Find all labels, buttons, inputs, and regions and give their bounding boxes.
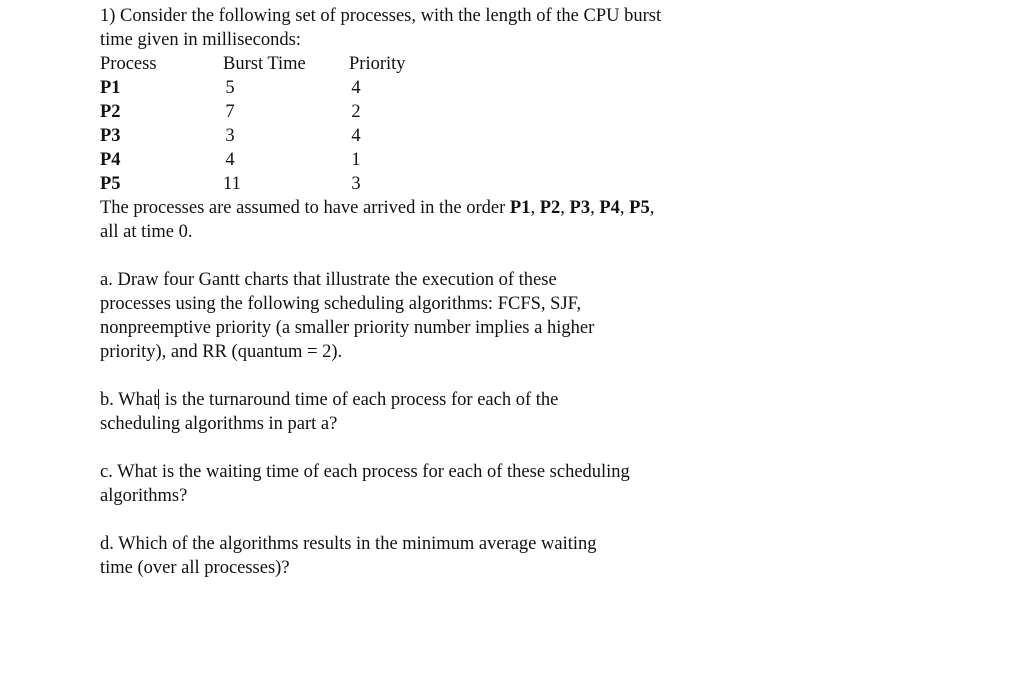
table-header-row (100, 52, 800, 76)
table-row (100, 124, 800, 148)
burst-time-value (223, 76, 349, 100)
arrival-line-2: all at time 0. (100, 222, 193, 242)
arrival-p1: P1 (509, 198, 531, 218)
part-b (100, 388, 800, 436)
arrival-p5: P5 (629, 198, 650, 218)
arrival-p4: P4 (599, 198, 620, 218)
burst-time-text: 4 (225, 150, 235, 170)
table-row (100, 148, 800, 172)
part-a-line: priority), and RR (quantum = 2). (100, 342, 343, 362)
arrival-p2: P2 (539, 198, 561, 218)
part-b-line (100, 388, 800, 412)
burst-time-value (223, 172, 349, 196)
part-c-line: c. What is the waiting time of each process for each of these scheduling (100, 462, 630, 482)
process-name: P5 (100, 174, 121, 194)
priority-text: 3 (351, 174, 361, 194)
burst-time-value (223, 124, 349, 148)
priority-text: 4 (351, 78, 361, 98)
process-name: P2 (100, 102, 121, 122)
part-a-line: nonpreemptive priority (a smaller priority number implies a higher (100, 318, 595, 338)
priority-value (349, 124, 429, 148)
part-d (100, 532, 800, 580)
arrival-prefix: The processes are assumed to have arrived in the order (100, 198, 510, 218)
part-b-start: b. What (100, 390, 159, 410)
burst-time-text: 3 (225, 126, 235, 146)
table-row (100, 76, 800, 100)
table-row (100, 172, 800, 196)
part-c-line: algorithms? (100, 486, 188, 506)
header-priority: Priority (349, 54, 406, 74)
priority-text: 4 (351, 126, 361, 146)
part-a-line: a. Draw four Gantt charts that illustrate the execution of these (100, 270, 557, 290)
priority-text: 2 (351, 102, 361, 122)
part-d-line: time (over all processes)? (100, 558, 290, 578)
part-d-line: d. Which of the algorithms results in the minimum average waiting (100, 534, 597, 554)
priority-text: 1 (351, 150, 361, 170)
intro-line-1: 1) Consider the following set of processes, with the length of the CPU burst (100, 6, 662, 26)
burst-time-text: 7 (225, 102, 235, 122)
arrival-p3: P3 (569, 198, 591, 218)
part-a (100, 268, 800, 364)
question-document (100, 4, 800, 580)
process-table (100, 52, 800, 196)
header-process: Process (100, 54, 157, 74)
priority-value (349, 148, 429, 172)
part-b-line: scheduling algorithms in part a? (100, 414, 338, 434)
arrival-line-1: The processes are assumed to have arrived in the order P1, P2, P3, P4, P5, (100, 198, 655, 218)
process-name: P4 (100, 150, 121, 170)
priority-value (349, 172, 429, 196)
process-name: P1 (100, 78, 121, 98)
priority-value (349, 100, 429, 124)
table-row (100, 100, 800, 124)
part-c (100, 460, 800, 508)
header-burst-time: Burst Time (223, 54, 306, 74)
burst-time-value (223, 148, 349, 172)
process-name: P3 (100, 126, 121, 146)
burst-time-text: 11 (223, 174, 241, 194)
burst-time-value (223, 100, 349, 124)
intro-line-2: time given in milliseconds: (100, 30, 301, 50)
burst-time-text: 5 (225, 78, 235, 98)
part-a-line: processes using the following scheduling algorithms: FCFS, SJF, (100, 294, 582, 314)
priority-value (349, 76, 429, 100)
part-b-end: is the turnaround time of each process for each of the (160, 390, 559, 410)
